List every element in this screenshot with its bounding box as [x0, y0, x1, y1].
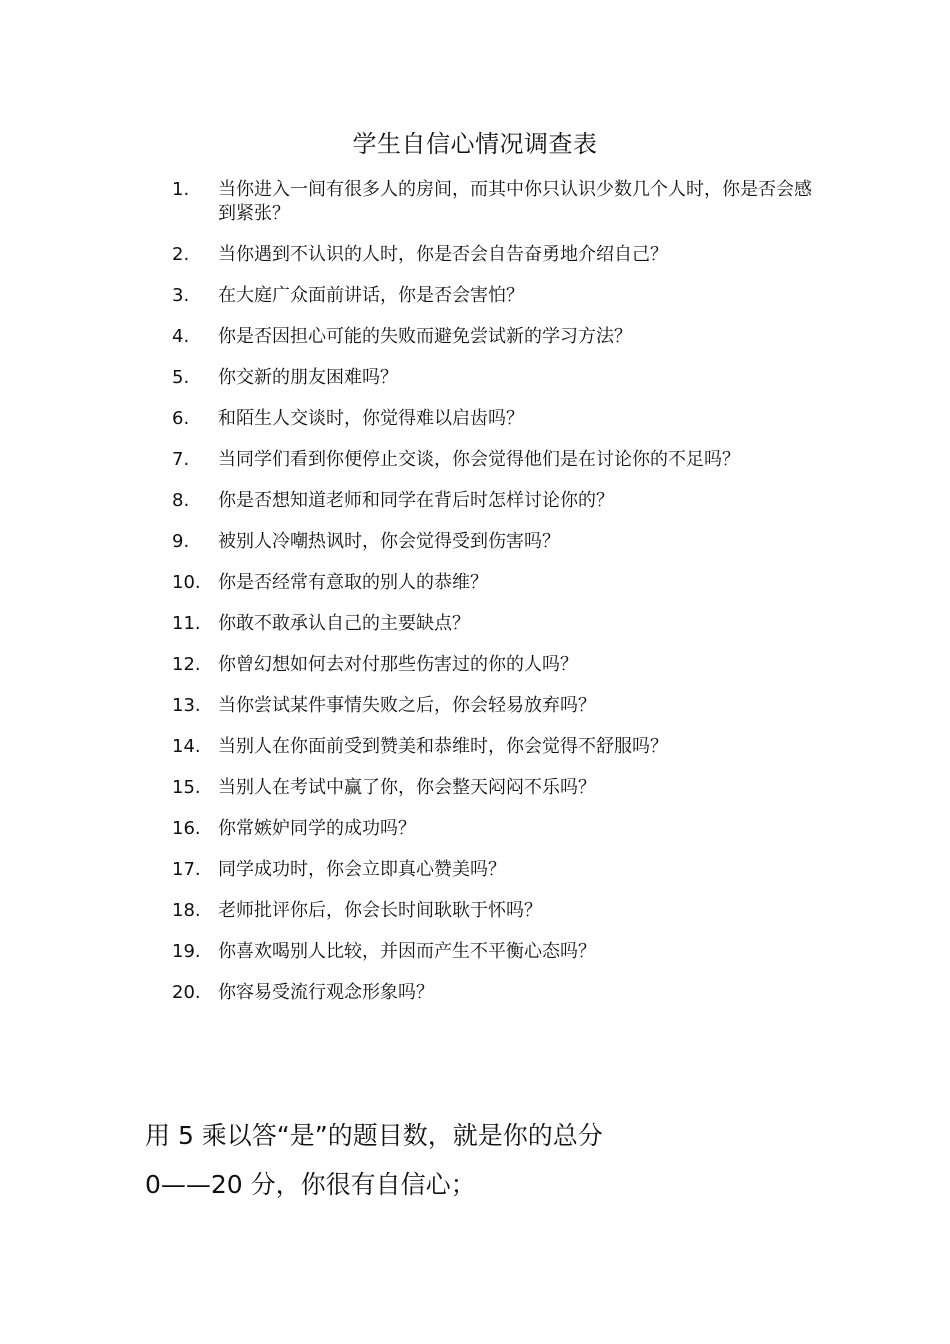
question-number: 17. — [172, 859, 201, 880]
question-text: 你是否想知道老师和同学在背后时怎样讨论你的？ — [218, 490, 614, 511]
question-text: 你是否经常有意取的别人的恭维？ — [218, 572, 488, 593]
question-item — [172, 776, 812, 800]
question-number: 10. — [172, 572, 201, 593]
question-item — [172, 243, 812, 267]
scoring-section — [145, 1118, 845, 1216]
question-text: 当别人在考试中赢了你，你会整天闷闷不乐吗？ — [218, 777, 596, 798]
question-number: 4. — [172, 326, 190, 347]
question-number: 18. — [172, 900, 201, 921]
question-text: 在大庭广众面前讲话，你是否会害怕？ — [218, 285, 524, 306]
question-text: 你是否因担心可能的失败而避免尝试新的学习方法？ — [218, 326, 632, 347]
question-text: 你曾幻想如何去对付那些伤害过的你的人吗？ — [218, 654, 578, 675]
question-item — [172, 817, 812, 841]
question-number: 19. — [172, 941, 201, 962]
question-text: 被别人冷嘲热讽时，你会觉得受到伤害吗？ — [218, 531, 560, 552]
question-item — [172, 694, 812, 718]
question-item — [172, 735, 812, 759]
scoring-instruction: 用 5 乘以答“是”的题目数，就是你的总分 — [145, 1121, 603, 1150]
question-number: 15. — [172, 777, 201, 798]
question-item — [172, 178, 812, 226]
question-item — [172, 325, 812, 349]
question-number: 7. — [172, 449, 190, 470]
question-item — [172, 530, 812, 554]
question-text: 你常嫉妒同学的成功吗？ — [218, 818, 416, 839]
question-number: 1. — [172, 179, 190, 200]
question-item — [172, 407, 812, 431]
question-text: 你喜欢喝别人比较，并因而产生不平衡心态吗？ — [218, 941, 596, 962]
question-item — [172, 489, 812, 513]
question-text: 你容易受流行观念形象吗？ — [218, 982, 434, 1003]
question-text: 当别人在你面前受到赞美和恭维时，你会觉得不舒服吗？ — [218, 736, 668, 757]
question-number: 3. — [172, 285, 190, 306]
question-text: 你敢不敢承认自己的主要缺点？ — [218, 613, 470, 634]
question-text: 当你尝试某件事情失败之后，你会轻易放弃吗？ — [218, 695, 596, 716]
question-text: 老师批评你后，你会长时间耿耿于怀吗？ — [218, 900, 542, 921]
question-item — [172, 899, 812, 923]
question-number: 16. — [172, 818, 201, 839]
question-item — [172, 981, 812, 1005]
scoring-range-line: 0——20 分，你很有自信心； — [145, 1170, 476, 1199]
question-text: 你交新的朋友困难吗？ — [218, 367, 398, 388]
question-number: 9. — [172, 531, 190, 552]
question-item — [172, 571, 812, 595]
question-number: 12. — [172, 654, 201, 675]
question-number: 13. — [172, 695, 201, 716]
question-text: 当同学们看到你便停止交谈，你会觉得他们是在讨论你的不足吗？ — [218, 449, 740, 470]
question-item — [172, 284, 812, 308]
question-item — [172, 940, 812, 964]
question-text: 当你进入一间有很多人的房间，而其中你只认识少数几个人时，你是否会感到紧张？ — [218, 179, 812, 224]
question-number: 8. — [172, 490, 190, 511]
question-list — [172, 178, 812, 1022]
question-number: 6. — [172, 408, 190, 429]
question-item — [172, 448, 812, 472]
question-text: 同学成功时，你会立即真心赞美吗？ — [218, 859, 506, 880]
question-number: 14. — [172, 736, 201, 757]
question-text: 和陌生人交谈时，你觉得难以启齿吗？ — [218, 408, 524, 429]
question-number: 2. — [172, 244, 190, 265]
document-title: 学生自信心情况调查表 — [352, 130, 598, 158]
question-item — [172, 653, 812, 677]
question-item — [172, 612, 812, 636]
question-number: 5. — [172, 367, 190, 388]
question-text: 当你遇到不认识的人时，你是否会自告奋勇地介绍自己？ — [218, 244, 668, 265]
question-number: 11. — [172, 613, 201, 634]
question-item — [172, 366, 812, 390]
question-item — [172, 858, 812, 882]
question-number: 20. — [172, 982, 201, 1003]
